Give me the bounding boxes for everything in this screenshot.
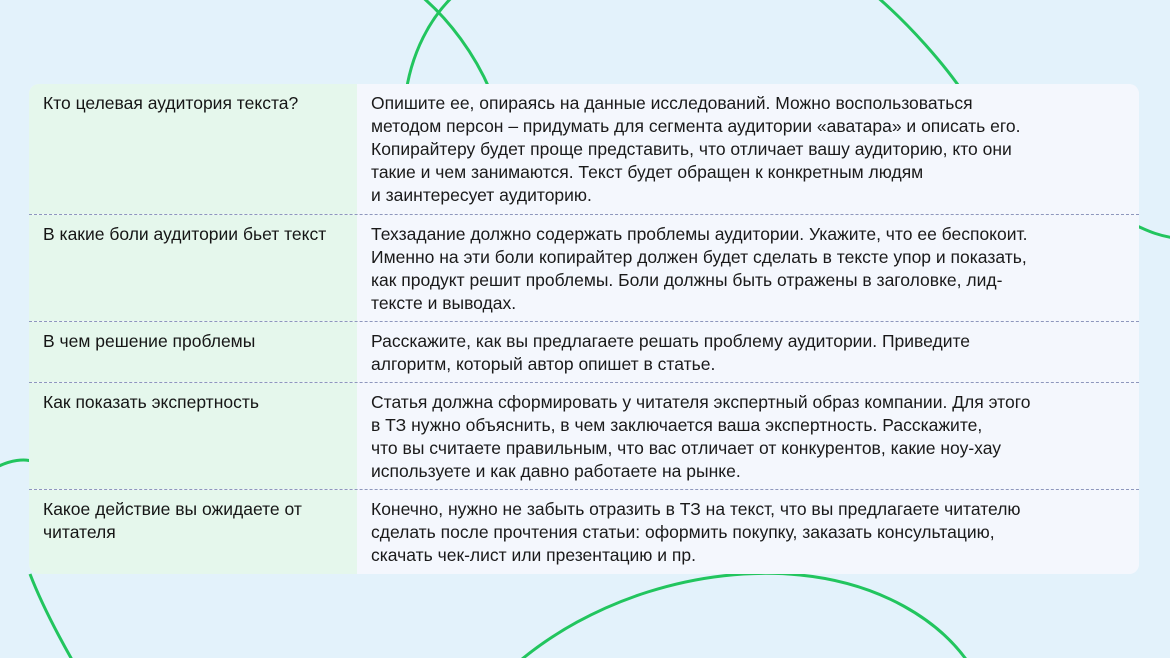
table-row — [29, 383, 1139, 490]
table-row — [29, 84, 1139, 215]
question-cell: В какие боли аудитории бьет текст — [29, 215, 357, 321]
table-row — [29, 490, 1139, 574]
table-row — [29, 322, 1139, 383]
question-cell: В чем решение проблемы — [29, 322, 357, 382]
answer-cell: Расскажите, как вы предлагаете решать проблему аудитории. Приведите алгоритм, который автор опишет в статье. — [357, 322, 1139, 382]
curve-bottom-left — [30, 574, 75, 658]
answer-cell: Статья должна сформировать у читателя экспертный образ компании. Для этого в ТЗ нужно объяснить, в чем заключается ваша экспертность. Расскажите, что вы считаете правильным, что вас отличает от конкурентов, какие ноу-хау используете и как давно работаете на рынке. — [357, 383, 1139, 489]
answer-cell: Техзадание должно содержать проблемы аудитории. Укажите, что ее беспокоит. Именно на эти боли копирайтер должен будет сделать в тексте упор и показать, как продукт решит проблемы. Боли должны быть отражены в заголовке, лид- тексте и выводах. — [357, 215, 1139, 321]
answer-cell: Опишите ее, опираясь на данные исследований. Можно воспользоваться методом персон – придумать для сегмента аудитории «аватара» и описать его. Копирайтеру будет проще представить, что отличает вашу аудиторию, кто они такие и чем занимаются. Текст будет обращен к конкретным людям и заинтересует аудиторию. — [357, 84, 1139, 214]
curve-right — [1135, 225, 1170, 238]
info-table — [29, 84, 1139, 574]
question-cell: Как показать экспертность — [29, 383, 357, 489]
answer-cell: Конечно, нужно не забыть отразить в ТЗ на текст, что вы предлагаете читателю сделать после прочтения статьи: оформить покупку, заказать консультацию, скачать чек-лист или презентацию и пр. — [357, 490, 1139, 574]
question-cell: Какое действие вы ожидаете от читателя — [29, 490, 357, 574]
question-cell: Кто целевая аудитория текста? — [29, 84, 357, 214]
table-row — [29, 215, 1139, 322]
curve-top-right — [875, 0, 965, 95]
curve-bottom-arc — [515, 573, 970, 658]
curve-top-left-2 — [420, 0, 490, 90]
